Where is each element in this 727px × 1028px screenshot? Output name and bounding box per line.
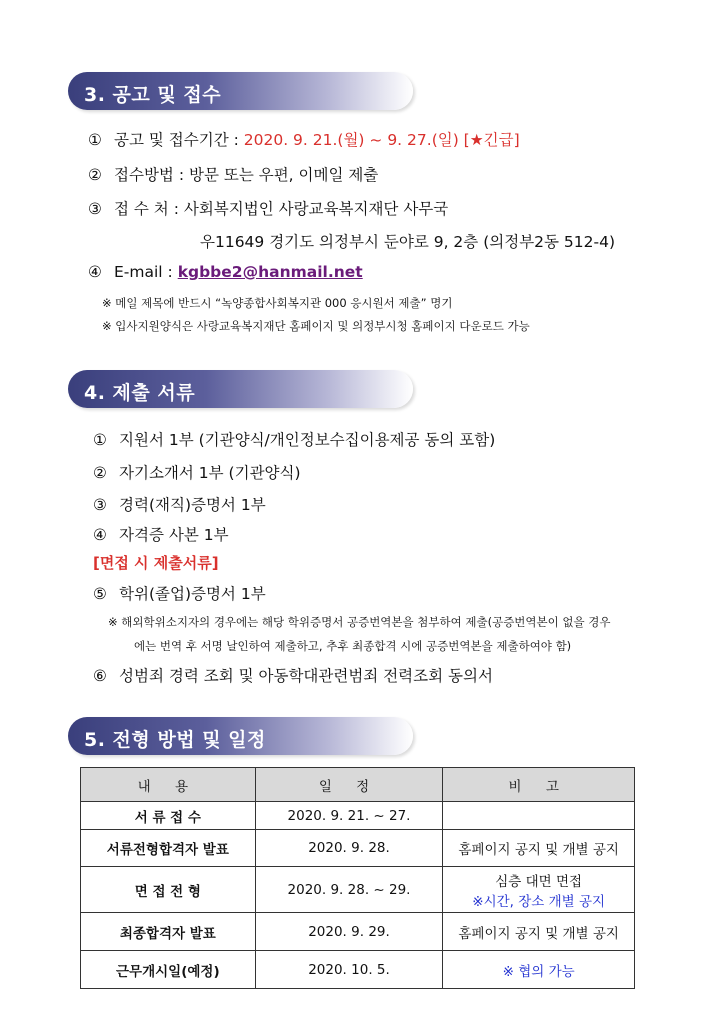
section-5-header [68, 717, 413, 755]
application-period: 2020. 9. 21.(월) ~ 9. 27.(일) [★긴급] [243, 131, 520, 149]
table-row: 서 류 접 수 2020. 9. 21. ~ 27. [81, 802, 635, 830]
note-4-1-line1: ※ 해외학위소지자의 경우에는 해당 학위증명서 공증번역본을 첨부하여 제출(공증번역본이 없을 경우 [108, 615, 611, 629]
item-3-1: ① 공고 및 접수기간 : 2020. 9. 21.(월) ~ 9. 27.(일) [★긴급] [88, 131, 520, 149]
item-4-3: ③ 경력(재직)증명서 1부 [93, 496, 266, 514]
item-4-4: ④ 자격증 사본 1부 [93, 526, 229, 544]
item-3-3: ③ 접 수 처 : 사회복지법인 사랑교육복지재단 사무국 [88, 200, 449, 218]
item-4-2: ② 자기소개서 1부 (기관양식) [93, 464, 301, 482]
table-row: 면 접 전 형 2020. 9. 28. ~ 29. 심층 대면 면접 ※시간, 장소 개별 공지 [81, 867, 635, 913]
table-header-row [81, 768, 635, 802]
item-3-2: ② 접수방법 : 방문 또는 우편, 이메일 제출 [88, 166, 379, 184]
schedule-table [80, 767, 635, 989]
table-row: 최종합격자 발표 2020. 9. 29. 홈페이지 공지 및 개별 공지 [81, 913, 635, 951]
table-row: 근무개시일(예정) 2020. 10. 5. ※ 협의 가능 [81, 951, 635, 989]
section-3-header [68, 72, 413, 110]
section-4-title: 4. 제출 서류 [84, 382, 196, 404]
email-link[interactable]: kgbbe2@hanmail.net [177, 263, 363, 281]
item-4-1: ① 지원서 1부 (기관양식/개인정보수집이용제공 동의 포함) [93, 431, 496, 449]
note-3-2: ※ 입사지원양식은 사랑교육복지재단 홈페이지 및 의정부시청 홈페이지 다운로드 가능 [102, 319, 530, 333]
address: 우11649 경기도 의정부시 둔야로 9, 2층 (의정부2동 512-4) [200, 233, 616, 251]
col-header-date: 일 정 [255, 768, 443, 802]
note-3-1: ※ 메일 제목에 반드시 “녹양종합사회복지관 000 응시원서 제출” 명기 [102, 296, 453, 310]
col-header-note: 비 고 [443, 768, 635, 802]
section-3-title: 3. 공고 및 접수 [84, 84, 222, 106]
item-4-5: ⑤ 학위(졸업)증명서 1부 [93, 585, 266, 603]
table-row: 서류전형합격자 발표 2020. 9. 28. 홈페이지 공지 및 개별 공지 [81, 830, 635, 867]
section-5-title: 5. 전형 방법 및 일정 [84, 729, 266, 751]
item-4-6: ⑥ 성범죄 경력 조회 및 아동학대관련범죄 전력조회 동의서 [93, 667, 493, 685]
col-header-content: 내 용 [81, 768, 256, 802]
note-4-1-line2: 에는 번역 후 서명 날인하여 제출하고, 추후 최종합격 시에 공증번역본을 제출하여야 함) [134, 639, 572, 653]
interview-docs-label: [면접 시 제출서류] [93, 554, 219, 572]
item-3-4: ④ E-mail : kgbbe2@hanmail.net [88, 263, 363, 281]
section-4-header [68, 370, 413, 408]
